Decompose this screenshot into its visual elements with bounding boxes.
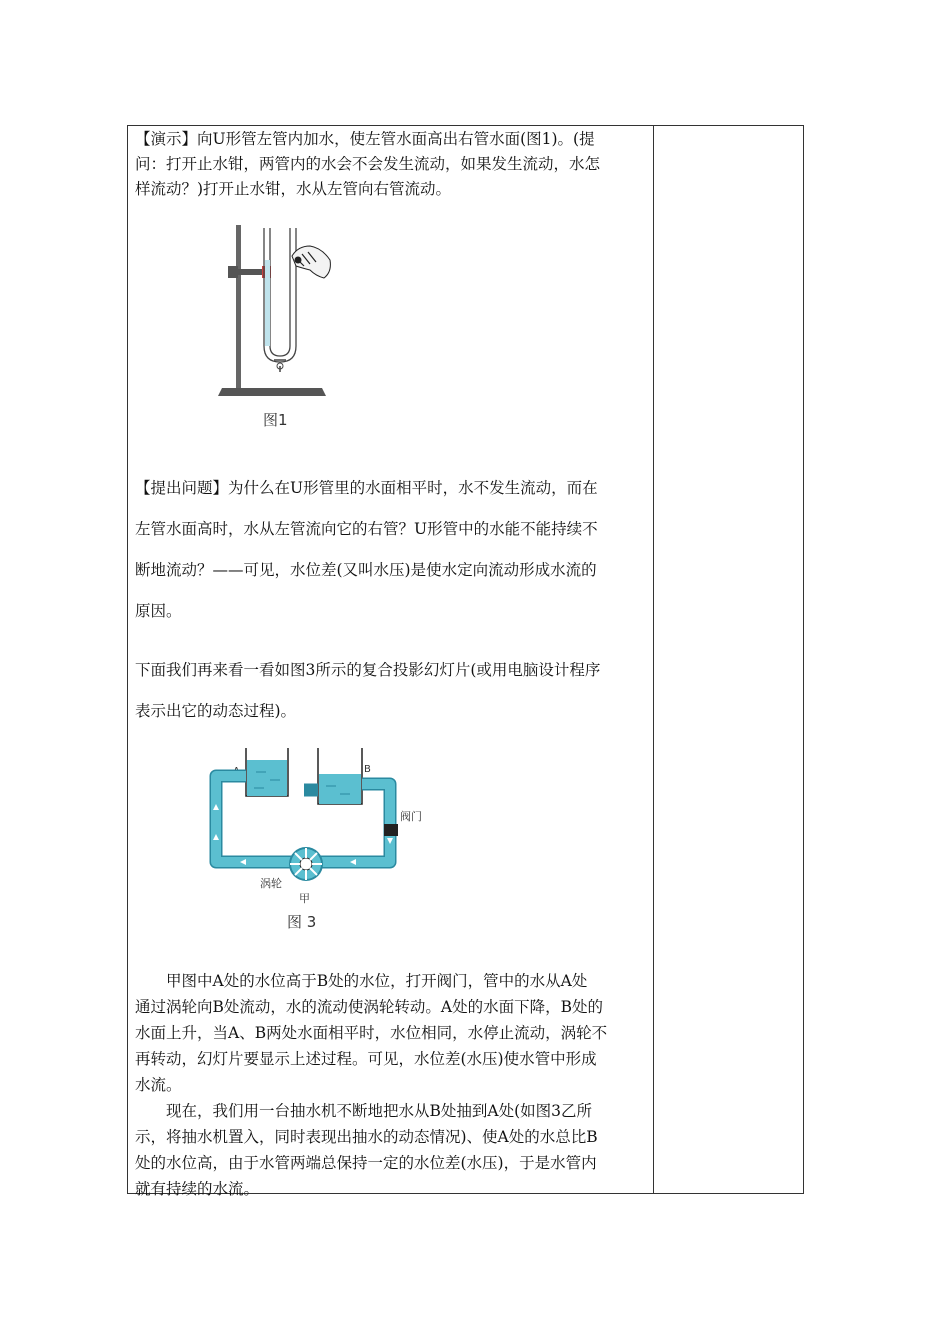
explain-line: 就有持续的水流。 — [135, 1180, 260, 1198]
label-valve: 阀门 — [400, 810, 422, 823]
demo-line: 样流动？)打开止水钳，水从左管向右管流动。 — [135, 180, 452, 198]
demo-line: 问：打开止水钳，两管内的水会不会发生流动，如果发生流动，水怎 — [135, 155, 601, 173]
explain-line: 示，将抽水机置入，同时表现出抽水的动态情况)、使A处的水总比B — [135, 1128, 598, 1146]
label-turbine: 涡轮 — [260, 877, 282, 890]
u-tube-inner — [270, 228, 290, 356]
water-b — [319, 774, 361, 804]
demo-line: 【演示】向U形管左管内加水，使左管水面高出右管水面(图1)。(提 — [135, 130, 595, 148]
label-b: B — [364, 764, 371, 775]
next-line: 表示出它的动态过程)。 — [135, 702, 297, 720]
explain-line: 通过涡轮向B处流动，水的流动使涡轮转动。A处的水面下降，B处的 — [135, 998, 603, 1016]
valve — [384, 824, 398, 836]
explain-line: 现在，我们用一台抽水机不断地把水从B处抽到A处(如图3乙所 — [166, 1102, 592, 1120]
next-line: 下面我们再来看一看如图3所示的复合投影幻灯片(或用电脑设计程序 — [135, 661, 601, 679]
question-line: 原因。 — [135, 602, 182, 620]
figure-3-water-circuit — [200, 744, 440, 940]
figure-1-u-tube — [218, 220, 348, 435]
water-left — [265, 260, 270, 346]
hand-icon — [292, 246, 330, 278]
demo-paragraph — [135, 127, 647, 202]
table-column-divider — [653, 125, 654, 1194]
question-line: 【提出问题】为什么在U形管里的水面相平时，水不发生流动，而在 — [135, 479, 598, 497]
question-line: 断地流动？——可见，水位差(又叫水压)是使水定向流动形成水流的 — [135, 561, 597, 579]
turbine — [290, 848, 322, 880]
water-a — [247, 760, 287, 796]
stand-rod — [236, 225, 241, 395]
figure-1-caption: 图1 — [263, 411, 288, 429]
label-a: A — [233, 766, 240, 777]
next-paragraph — [135, 650, 647, 732]
explain-line: 处的水位高，由于水管两端总保持一定的水位差(水压)，于是水管内 — [135, 1154, 597, 1172]
explain-line: 水面上升，当A、B两处水面相平时，水位相同，水停止流动，涡轮不 — [135, 1024, 608, 1042]
explain-line: 甲图中A处的水位高于B处的水位，打开阀门，管中的水从A处 — [166, 972, 588, 990]
stand-base — [218, 388, 326, 396]
clamp-knob — [228, 266, 238, 278]
clamp-arm — [238, 269, 266, 275]
question-paragraph — [135, 468, 647, 632]
explain-line: 再转动，幻灯片要显示上述过程。可见，水位差(水压)使水管中形成 — [135, 1050, 597, 1068]
label-jia: 甲 — [299, 892, 310, 905]
figure-3-caption: 图 3 — [287, 913, 317, 931]
question-line: 左管水面高时，水从左管流向它的右管？U形管中的水能不能持续不 — [135, 520, 598, 538]
explain-line: 水流。 — [135, 1076, 182, 1094]
explain-paragraphs — [135, 968, 647, 1202]
